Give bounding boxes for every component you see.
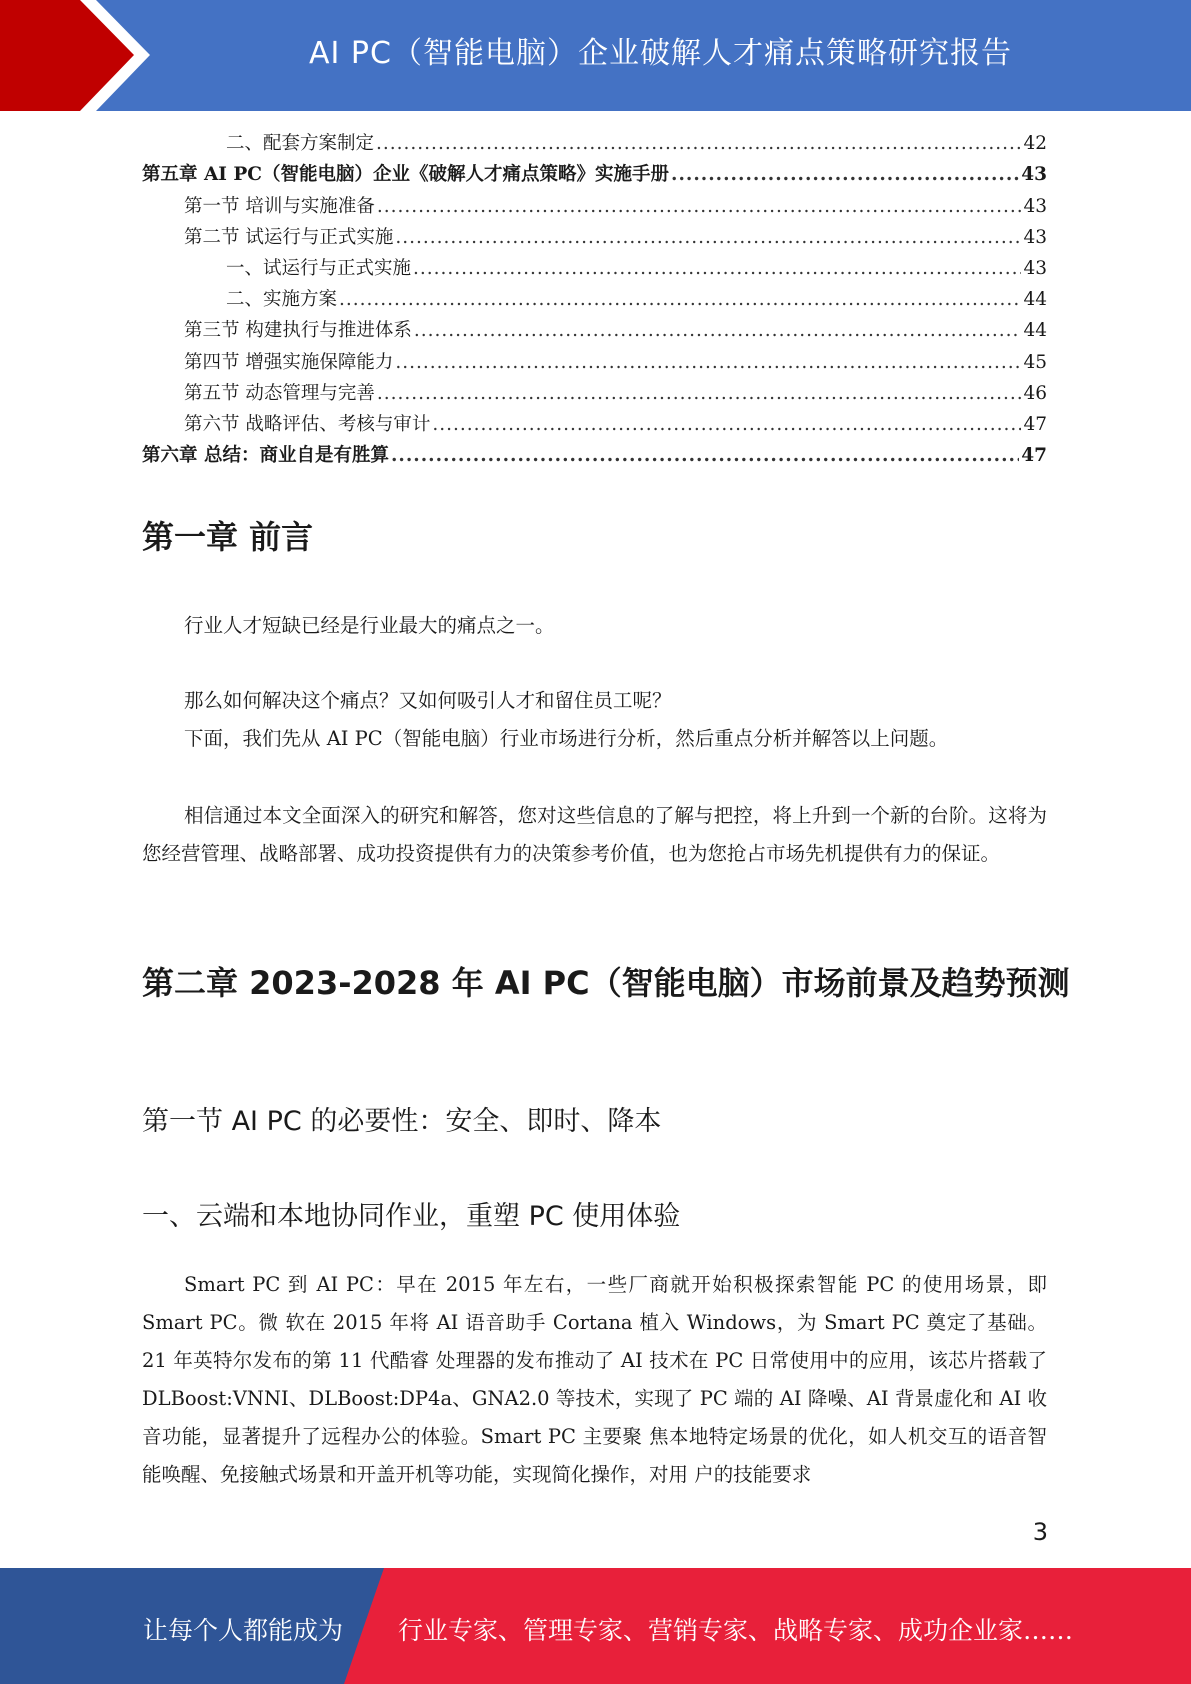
toc-entry[interactable] bbox=[142, 315, 1047, 346]
toc-entry-title: 二、配套方案制定 bbox=[226, 133, 375, 155]
toc-entry[interactable] bbox=[142, 284, 1047, 315]
report-title: AI PC（智能电脑）企业破解人才痛点策略研究报告 bbox=[309, 36, 1012, 71]
toc-entry-title: 第五节 动态管理与完善 bbox=[184, 382, 375, 404]
footer-slogan-right: 行业专家、管理专家、营销专家、战略专家、成功企业家…… bbox=[398, 1616, 1074, 1645]
toc-dot-leader bbox=[395, 222, 1021, 253]
toc-entry-page: 45 bbox=[1023, 351, 1047, 373]
toc-dot-leader bbox=[377, 378, 1022, 409]
toc-dot-leader bbox=[432, 409, 1021, 440]
toc-entry-page: 43 bbox=[1021, 164, 1047, 186]
toc-entry-page: 43 bbox=[1023, 195, 1047, 217]
toc-entry-title: 第一节 培训与实施准备 bbox=[184, 195, 375, 217]
toc-dot-leader bbox=[395, 347, 1021, 378]
toc-entry-page: 43 bbox=[1023, 257, 1047, 279]
toc-dot-leader bbox=[414, 315, 1022, 346]
toc-entry-page: 42 bbox=[1023, 133, 1047, 155]
toc-entry[interactable] bbox=[142, 159, 1047, 190]
toc-entry-title: 第六节 战略评估、考核与审计 bbox=[184, 413, 431, 435]
toc-dot-leader bbox=[376, 128, 1021, 159]
toc-dot-leader bbox=[671, 159, 1019, 190]
toc-entry-page: 47 bbox=[1023, 413, 1047, 435]
toc-entry[interactable] bbox=[142, 190, 1047, 221]
paragraph: 行业人才短缺已经是行业最大的痛点之一。 bbox=[184, 614, 555, 637]
paragraph: 相信通过本文全面深入的研究和解答，您对这些信息的了解与把控，将上升到一个新的台阶。这将为您经营管理、战略部署、成功投资提供有力的决策参考价值，也为您抢占市场先机提供有力的保证。 bbox=[142, 804, 1047, 865]
toc-dot-leader bbox=[377, 191, 1022, 222]
paragraph: 那么如何解决这个痛点？又如何吸引人才和留住员工呢？ bbox=[184, 689, 672, 712]
toc-dot-leader bbox=[339, 284, 1021, 315]
toc-entry-page: 43 bbox=[1023, 226, 1047, 248]
footer-slogan-left: 让每个人都能成为 bbox=[143, 1616, 344, 1645]
toc-dot-leader bbox=[391, 440, 1019, 471]
toc-entry[interactable] bbox=[142, 440, 1047, 471]
table-of-contents bbox=[142, 128, 1047, 471]
paragraph: Smart PC 到 AI PC：早在 2015 年左右，一些厂商就开始积极探索智能 PC 的使用场景，即 Smart PC。微 软在 2015 年将 AI 语音助手 Cortana 植入 Windows，为 Smart PC 奠定了基础。21 年英特尔发布的第 11 代酷睿 处理器的发布推动了 AI 技术在 PC 日常使用中的应用，该芯片搭载了 DLBoost:VNNI、DLBoost:DP4a、GNA2.0 等技术，实现了 PC 端的 AI 降噪、AI 背景虚化和 AI 收音功能，显著提升了远程办公的体验。Smart PC 主要聚 焦本地特定场景的优化，如人机交互的语音智能唤醒、免接触式场景和开盖开机等功能，实现简化操作，对用 户的技能要求 bbox=[142, 1273, 1047, 1486]
toc-entry-title: 第五章 AI PC（智能电脑）企业《破解人才痛点策略》实施手册 bbox=[142, 164, 670, 186]
toc-entry[interactable] bbox=[142, 409, 1047, 440]
toc-entry-title: 一、试运行与正式实施 bbox=[226, 257, 412, 279]
toc-entry-title: 第二节 试运行与正式实施 bbox=[184, 226, 394, 248]
page-header bbox=[0, 0, 1191, 111]
toc-entry-page: 46 bbox=[1023, 382, 1047, 404]
toc-entry-title: 二、实施方案 bbox=[226, 289, 338, 311]
toc-entry[interactable] bbox=[142, 378, 1047, 409]
chapter-1-title: 第一章 前言 bbox=[142, 518, 314, 556]
toc-entry[interactable] bbox=[142, 346, 1047, 377]
toc-entry-title: 第四节 增强实施保障能力 bbox=[184, 351, 394, 373]
page-footer bbox=[0, 1568, 1191, 1684]
subsection-title: 一、云端和本地协同作业，重塑 PC 使用体验 bbox=[142, 1201, 681, 1232]
toc-dot-leader bbox=[413, 253, 1021, 284]
toc-entry[interactable] bbox=[142, 253, 1047, 284]
toc-entry-page: 44 bbox=[1023, 320, 1047, 342]
chapter-2-title: 第二章 2023-2028 年 AI PC（智能电脑）市场前景及趋势预测 bbox=[142, 964, 1070, 1002]
paragraph: 下面，我们先从 AI PC（智能电脑）行业市场进行分析，然后重点分析并解答以上问题。 bbox=[184, 727, 949, 750]
toc-entry-page: 44 bbox=[1023, 289, 1047, 311]
toc-entry-title: 第三节 构建执行与推进体系 bbox=[184, 320, 412, 342]
section-title: 第一节 AI PC 的必要性：安全、即时、降本 bbox=[142, 1106, 662, 1137]
toc-entry[interactable] bbox=[142, 222, 1047, 253]
toc-entry-title: 第六章 总结：商业自是有胜算 bbox=[142, 445, 389, 467]
page-number: 3 bbox=[1032, 1518, 1048, 1546]
toc-entry[interactable] bbox=[142, 128, 1047, 159]
toc-entry-page: 47 bbox=[1021, 445, 1047, 467]
